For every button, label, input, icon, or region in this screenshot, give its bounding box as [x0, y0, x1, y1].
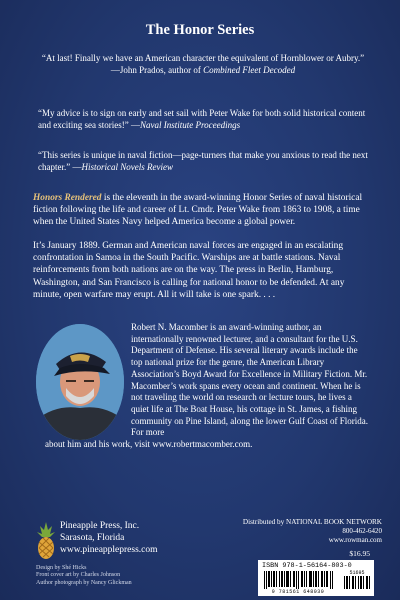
isbn-label: ISBN 978-1-56164-803-0 [262, 562, 352, 570]
distributor-phone: 800-462-6420 [342, 527, 382, 535]
isbn-barcode [258, 560, 374, 596]
quote-1-attribution: —John Prados, author of Combined Fleet Decoded [110, 65, 296, 75]
author-bio-website: about him and his work, visit www.robertmacomber.com. [45, 439, 253, 450]
quote-1-text: “At last! Finally we have an American character the equivalent of Hornblower or Aubry.” [41, 53, 365, 63]
series-title: The Honor Series [145, 22, 255, 38]
publisher-location: Sarasota, Florida [60, 533, 125, 543]
quote-2-text: “My advice is to sign on early and set sail with Peter Wake for both solid historical content and exciting sea stories!” [38, 108, 366, 130]
publisher-website: www.pineapplepress.com [60, 545, 158, 555]
quote-3 [38, 149, 368, 173]
book-title: Honors Rendered [33, 193, 102, 203]
quote-2-attribution: —Naval Institute Proceedings [128, 120, 241, 130]
quote-3-attribution: —Historical Novels Review [70, 162, 173, 172]
quote-2 [38, 107, 368, 131]
pineapple-logo-icon [36, 522, 56, 560]
publisher-name: Pineapple Press, Inc. [60, 521, 140, 531]
price: $16.95 [349, 549, 370, 558]
description-paragraph-2: It’s January 1889. German and American naval forces are engaged in an escalating confrontation in Samoa in the South Pacific. Warships are at battle stations. Naval reinforcements from both nations are on the way. The press in Berlin, Hamburg, Washington, and San Francisco is calling for national honor to be defended. At any minute, open warfare may erupt. All it will take is one spark. . . . [33, 241, 345, 300]
author-bio [45, 322, 370, 451]
distributor-info [242, 518, 382, 545]
quote-1 [38, 52, 368, 76]
barcode-addon-digits: 51695 [349, 570, 365, 576]
distributor-name: Distributed by NATIONAL BOOK NETWORK [242, 518, 382, 526]
barcode-digits: 9 781561 648030 [271, 589, 325, 595]
description-paragraph-1: Honors Rendered is the eleventh in the award-winning Honor Series of naval historical fiction following the life and career of Lt. Cmdr. Peter Wake from 1863 to 1908, a time when the United States Navy helped America become a global power. [33, 193, 363, 228]
publisher-info [60, 520, 158, 556]
author-bio-text: Robert N. Macomber is an award-winning author, an internationally renowned lecturer, and a consultant for the U.S. Department of Defense. His several literary awards include the top national prize for the genre, the American Library Association’s Boyd Award for Excellence in Military Fiction. Mr. Macomber’s work spans every ocean and continent. When he is not traveling the world on research or lecture tours, he lives a quiet life at The Boat House, his cottage in St. James, a fishing community on Pine Island, along the lower Gulf Coast of Florida. For more [131, 322, 368, 438]
quote-3-text: “This series is unique in naval fiction—page-turners that make you anxious to read the next chapter.” [38, 150, 368, 172]
credits [36, 565, 132, 587]
author-portrait-illustration [36, 324, 124, 440]
credit-design: Design by Shé Hicks [36, 565, 87, 571]
author-photo [36, 324, 124, 440]
distributor-website: www.rowman.com [328, 536, 382, 544]
credit-photo: Author photograph by Nancy Glickman [36, 579, 132, 586]
credit-cover-art: Front cover art by Charles Johnson [36, 572, 121, 579]
